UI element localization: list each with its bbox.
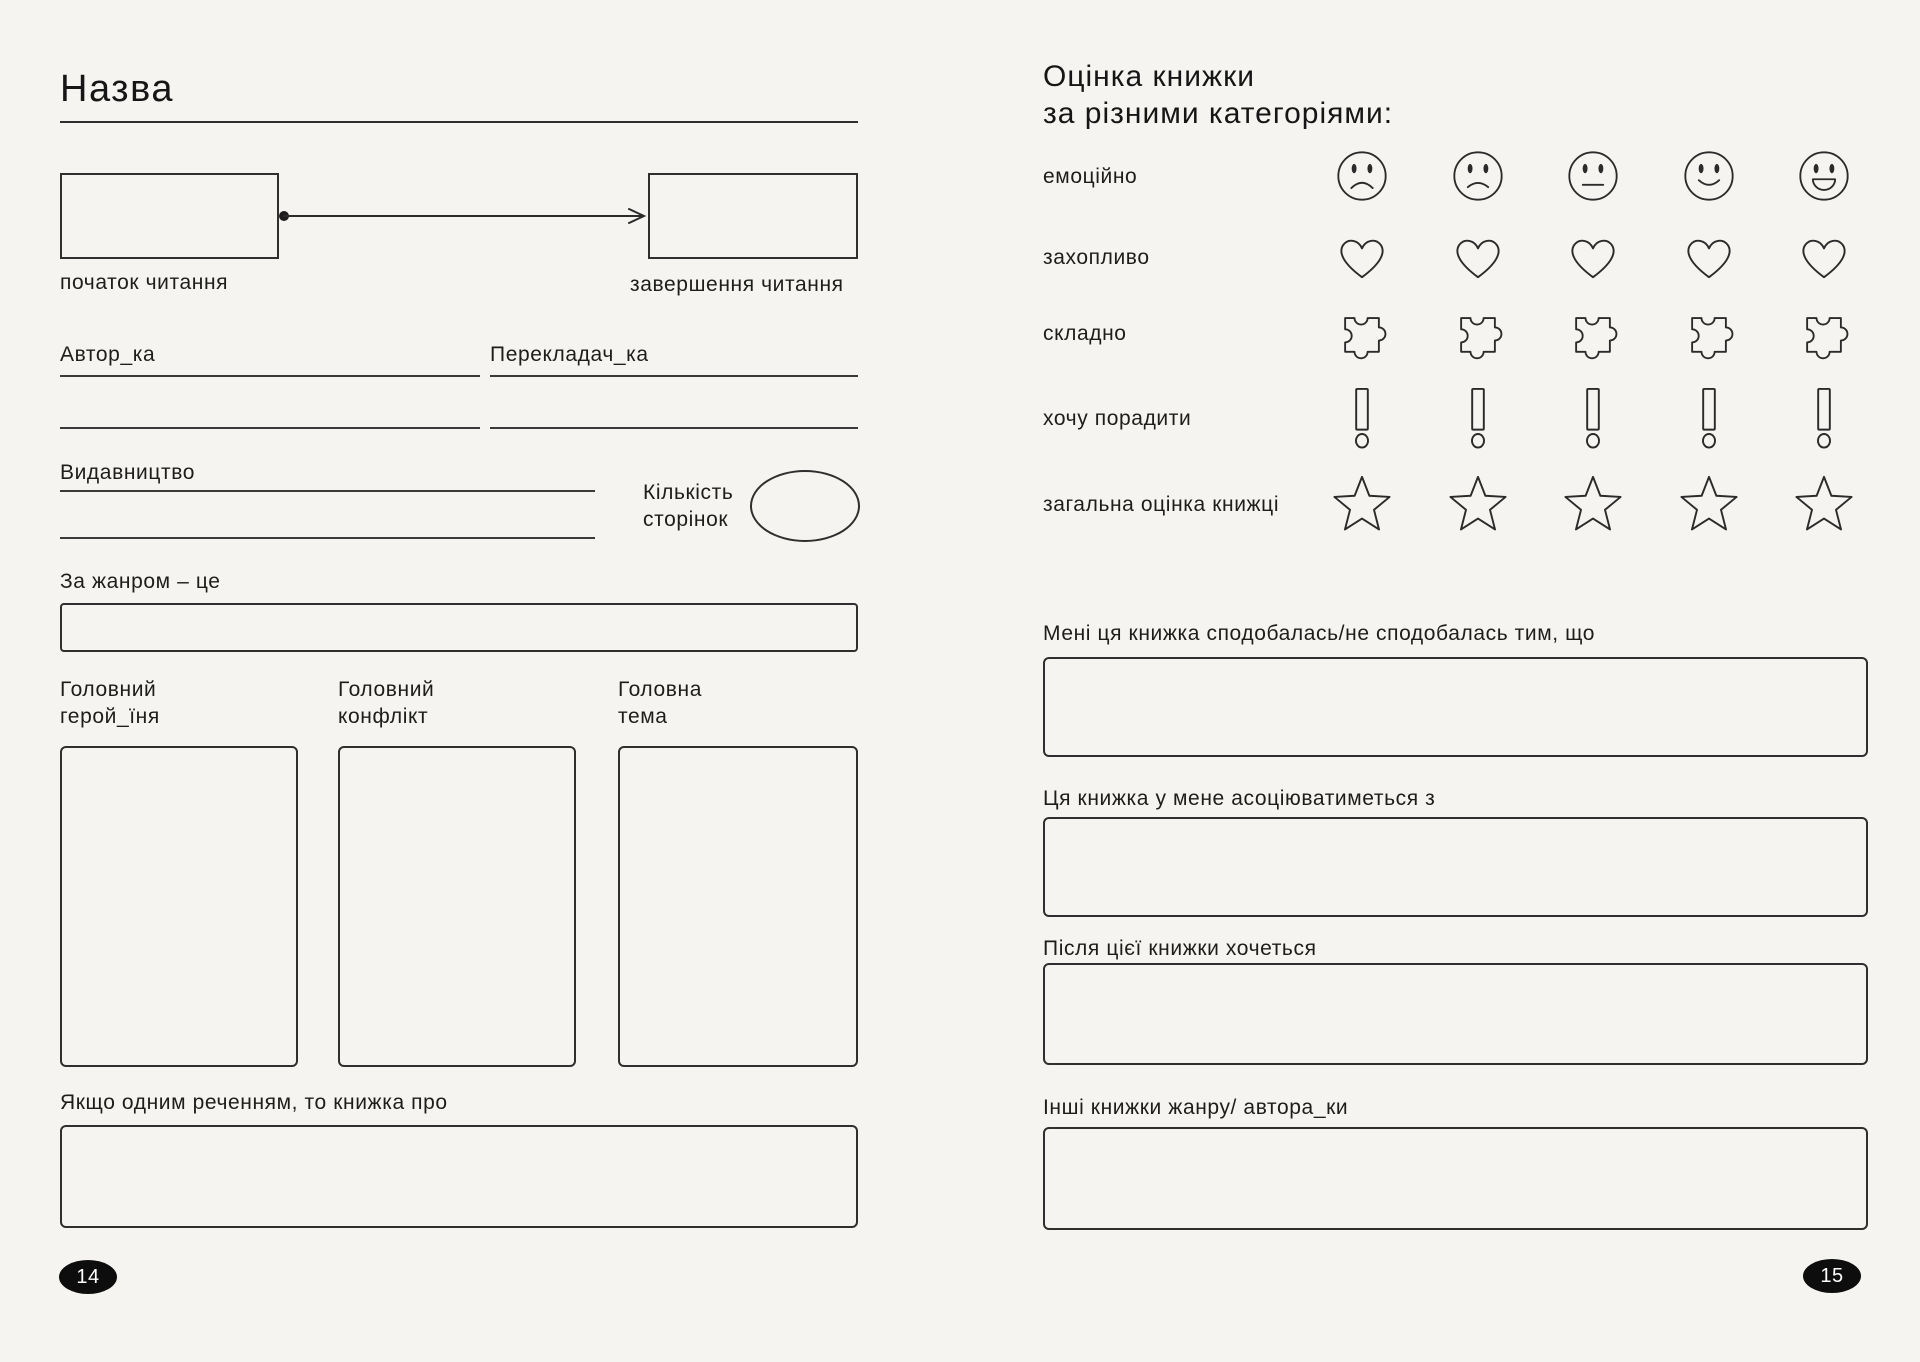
rating-row-emotional [1331, 150, 1855, 202]
rating-row-label-emotional: емоційно [1043, 165, 1138, 188]
one-sentence-input-box[interactable] [60, 1125, 858, 1228]
exclamation-icon[interactable] [1678, 387, 1740, 449]
rating-row-label-overall: загальна оцінка книжці [1043, 493, 1280, 516]
heart-icon[interactable] [1331, 232, 1393, 282]
exclamation-icon[interactable] [1562, 387, 1624, 449]
star-icon[interactable] [1793, 474, 1855, 534]
smiley-very-happy-icon[interactable] [1793, 150, 1855, 202]
one-sentence-label: Якщо одним реченням, то книжка про [60, 1091, 448, 1114]
reading-end-label: завершення читання [630, 273, 844, 296]
main-theme-input-box[interactable] [618, 746, 858, 1067]
heart-icon[interactable] [1678, 232, 1740, 282]
smiley-very-sad-icon[interactable] [1331, 150, 1393, 202]
translator-input-line-2[interactable] [490, 427, 858, 429]
after-book-label: Після цієї книжки хочеться [1043, 937, 1317, 960]
heart-icon[interactable] [1793, 232, 1855, 282]
exclamation-icon[interactable] [1793, 387, 1855, 449]
after-book-input-box[interactable] [1043, 963, 1868, 1065]
star-icon[interactable] [1678, 474, 1740, 534]
smiley-sad-icon[interactable] [1447, 150, 1509, 202]
publisher-input-line-2[interactable] [60, 537, 595, 539]
pages-count-label: Кількість сторінок [643, 481, 734, 531]
heart-icon[interactable] [1562, 232, 1624, 282]
rating-row-recommend [1331, 387, 1855, 449]
other-books-input-box[interactable] [1043, 1127, 1868, 1230]
star-icon[interactable] [1331, 474, 1393, 534]
rating-row-label-recommend: хочу порадити [1043, 407, 1192, 430]
liked-because-label: Мені ця книжка сподобалась/не сподобалась тим, що [1043, 622, 1596, 645]
page-number-left: 14 [59, 1260, 117, 1294]
author-label: Автор_ка [60, 343, 156, 366]
author-input-line-2[interactable] [60, 427, 480, 429]
puzzle-icon[interactable] [1678, 303, 1740, 363]
author-input-line-1[interactable] [60, 375, 480, 377]
other-books-label: Інші книжки жанру/ автора_ки [1043, 1096, 1349, 1119]
puzzle-icon[interactable] [1793, 303, 1855, 363]
genre-input-box[interactable] [60, 603, 858, 652]
page-number-right: 15 [1803, 1259, 1861, 1293]
main-character-label: Головний герой_їня [60, 678, 160, 728]
associations-label: Ця книжка у мене асоціюватиметься з [1043, 787, 1436, 810]
genre-label: За жанром – це [60, 570, 221, 593]
reading-start-label: початок читання [60, 271, 229, 294]
smiley-happy-icon[interactable] [1678, 150, 1740, 202]
puzzle-icon[interactable] [1331, 303, 1393, 363]
puzzle-icon[interactable] [1562, 303, 1624, 363]
rating-row-difficult [1331, 303, 1855, 363]
star-icon[interactable] [1562, 474, 1624, 534]
star-icon[interactable] [1447, 474, 1509, 534]
pages-count-input-ellipse[interactable] [750, 470, 860, 542]
book-title-input-line[interactable] [60, 121, 858, 123]
translator-input-line-1[interactable] [490, 375, 858, 377]
main-character-input-box[interactable] [60, 746, 298, 1067]
exclamation-icon[interactable] [1447, 387, 1509, 449]
publisher-label: Видавництво [60, 461, 195, 484]
main-theme-label: Головна тема [618, 678, 702, 728]
heart-icon[interactable] [1447, 232, 1509, 282]
rating-title: Оцінка книжки за різними категоріями: [1043, 60, 1394, 130]
book-title-label: Назва [60, 68, 174, 110]
liked-because-input-box[interactable] [1043, 657, 1868, 757]
reading-end-date-box[interactable] [648, 173, 858, 259]
timeline-arrow-icon [274, 204, 652, 228]
exclamation-icon[interactable] [1331, 387, 1393, 449]
reading-start-date-box[interactable] [60, 173, 279, 259]
smiley-neutral-icon[interactable] [1562, 150, 1624, 202]
rating-row-captivating [1331, 232, 1855, 282]
translator-label: Перекладач_ка [490, 343, 649, 366]
rating-row-label-captivating: захопливо [1043, 246, 1150, 269]
main-conflict-label: Головний конфлікт [338, 678, 435, 728]
main-conflict-input-box[interactable] [338, 746, 576, 1067]
puzzle-icon[interactable] [1447, 303, 1509, 363]
rating-row-overall [1331, 474, 1855, 534]
associations-input-box[interactable] [1043, 817, 1868, 917]
rating-row-label-difficult: складно [1043, 322, 1127, 345]
publisher-input-line-1[interactable] [60, 490, 595, 492]
